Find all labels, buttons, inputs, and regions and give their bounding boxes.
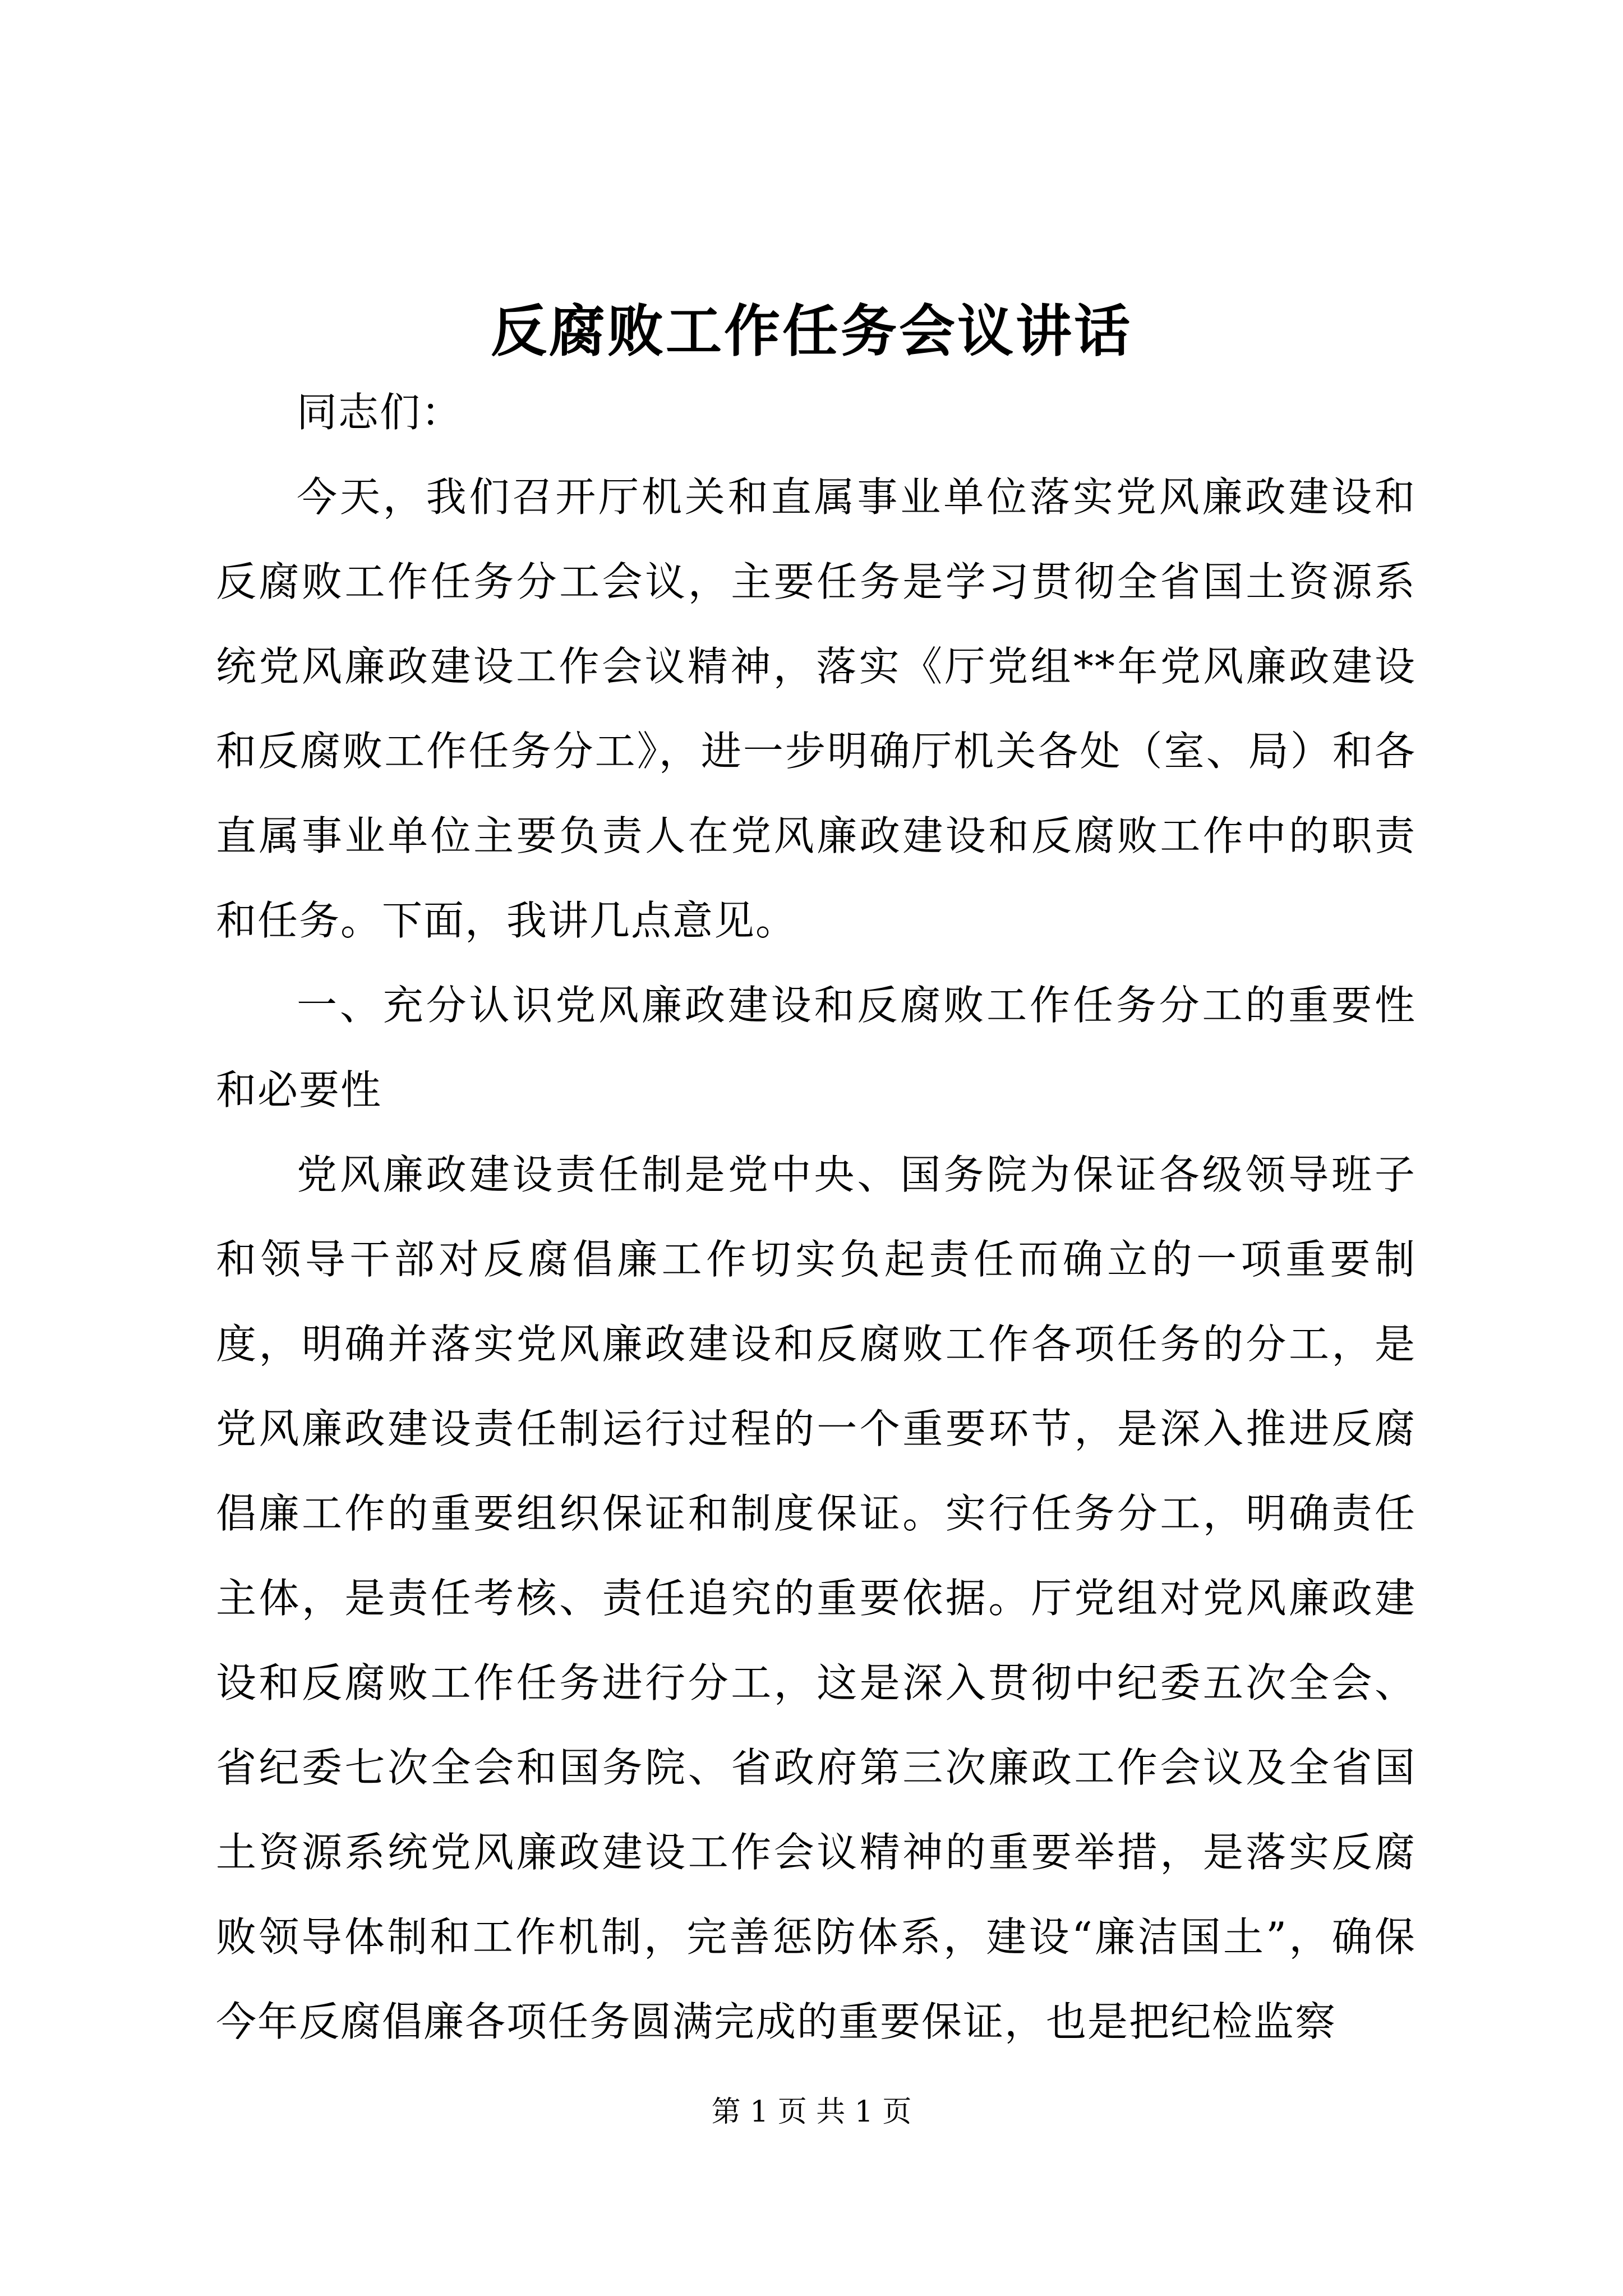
page-footer: 第 1 页 共 1 页 <box>711 2095 912 2129</box>
document-body <box>216 370 1416 2064</box>
section-heading-1: 一、充分认识党风廉政建设和反腐败工作任务分工的重要性和必要性 <box>216 982 1416 1114</box>
intro-paragraph: 今天，我们召开厅机关和直属事业单位落实党风廉政建设和反腐败工作任务分工会议，主要任务是学习贯彻全省国土资源系统党风廉政建设工作会议精神，落实《厅党组**年党风廉政建设和反腐败工作任务分工》，进一步明确厅机关各处（室、局）和各直属事业单位主要负责人在党风廉政建设和反腐败工作中的职责和任务。下面，我讲几点意见。 <box>216 473 1416 944</box>
salutation-paragraph: 同志们： <box>297 389 463 436</box>
document-title: 反腐败工作任务会议讲话 <box>491 298 1132 364</box>
body-paragraph: 党风廉政建设责任制是党中央、国务院为保证各级领导班子和领导干部对反腐倡廉工作切实负起责任而确立的一项重要制度，明确并落实党风廉政建设和反腐败工作各项任务的分工，是党风廉政建设责任制运行过程的一个重要环节，是深入推进反腐倡廉工作的重要组织保证和制度保证。实行任务分工，明确责任主体，是责任考核、责任追究的重要依据。厅党组对党风廉政建设和反腐败工作任务进行分工，这是深入贯彻中纪委五次全会、省纪委七次全会和国务院、省政府第三次廉政工作会议及全省国土资源系统党风廉政建设工作会议精神的重要举措，是落实反腐败领导体制和工作机制，完善惩防体系，建设“廉洁国土”，确保今年反腐倡廉各项任务圆满完成的重要保证，也是把纪检监察 <box>216 1151 1416 2045</box>
